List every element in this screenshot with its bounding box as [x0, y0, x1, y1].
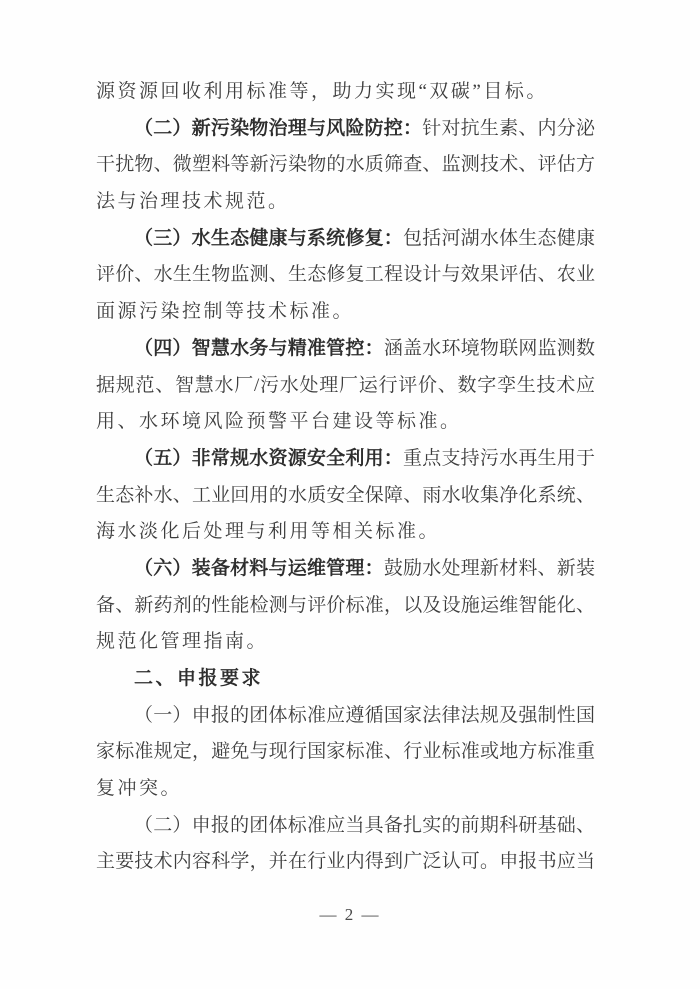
line-text: 复冲突。 [96, 778, 183, 800]
line-text: 法与治理技术规范。 [96, 191, 290, 213]
document-text-block [96, 74, 595, 881]
line-text: 干扰物、微塑料等新污染物的水质筛查、监测技术、评估方 [96, 154, 595, 176]
section-heading: （三）水生态健康与系统修复： [134, 227, 404, 249]
line-text: 源资源回收利用标准等，助力实现“双碳”目标。 [96, 81, 548, 102]
text-line [96, 257, 595, 294]
text-line [96, 624, 595, 661]
text-line [96, 221, 595, 258]
section-heading: （五）非常规水资源安全利用： [134, 447, 404, 469]
line-text: 鼓励水处理新材料、新装 [383, 557, 595, 579]
line-text: 生态补水、工业回用的水质安全保障、雨水收集净化系统、 [96, 484, 595, 506]
section-heading: （二）新污染物治理与风险防控： [134, 117, 423, 139]
section-heading: 二、申报要求 [134, 668, 264, 689]
line-text: 重点支持污水再生用于 [403, 447, 595, 469]
line-text: 海水淡化后处理与利用等相关标准。 [96, 521, 441, 543]
line-text: 涵盖水环境物联网监测数 [383, 337, 595, 359]
section-heading: （六）装备材料与运维管理： [134, 557, 384, 579]
text-line [96, 588, 595, 625]
text-line [96, 368, 595, 405]
line-text: （一）申报的团体标准应遵循国家法律法规及强制性国 [134, 704, 595, 726]
text-line [96, 734, 595, 771]
text-line [96, 514, 595, 551]
line-text: 针对抗生素、内分泌 [422, 117, 595, 139]
text-line [96, 441, 595, 478]
text-line [96, 808, 595, 845]
line-text: 规范化管理指南。 [96, 631, 269, 653]
line-text: 主要技术内容科学，并在行业内得到广泛认可。申报书应当 [96, 851, 595, 873]
text-line [96, 147, 595, 184]
text-line [96, 698, 595, 735]
line-text: 家标准规定，避免与现行国家标准、行业标准或地方标准重 [96, 741, 595, 763]
text-line [96, 184, 595, 221]
text-line [96, 111, 595, 148]
text-line [96, 74, 595, 111]
line-text: 据规范、智慧水厂/污水处理厂运行评价、数字孪生技术应 [96, 374, 595, 396]
line-text: 面源污染控制等技术标准。 [96, 301, 355, 323]
text-line [96, 404, 595, 441]
text-line [96, 844, 595, 881]
line-text: （二）申报的团体标准应当具备扎实的前期科研基础、 [134, 814, 595, 836]
text-line [96, 551, 595, 588]
page-number: — 2 — [319, 905, 381, 924]
line-text: 包括河湖水体生态健康 [403, 227, 595, 249]
text-line [96, 478, 595, 515]
line-text: 评价、水生生物监测、生态修复工程设计与效果评估、农业 [96, 264, 595, 286]
text-line [96, 331, 595, 368]
text-line [96, 661, 595, 698]
line-text: 用、水环境风险预警平台建设等标准。 [96, 411, 462, 433]
text-line [96, 294, 595, 331]
section-heading: （四）智慧水务与精准管控： [134, 337, 384, 359]
line-text: 备、新药剂的性能检测与评价标准，以及设施运维智能化、 [96, 594, 595, 616]
text-line [96, 771, 595, 808]
